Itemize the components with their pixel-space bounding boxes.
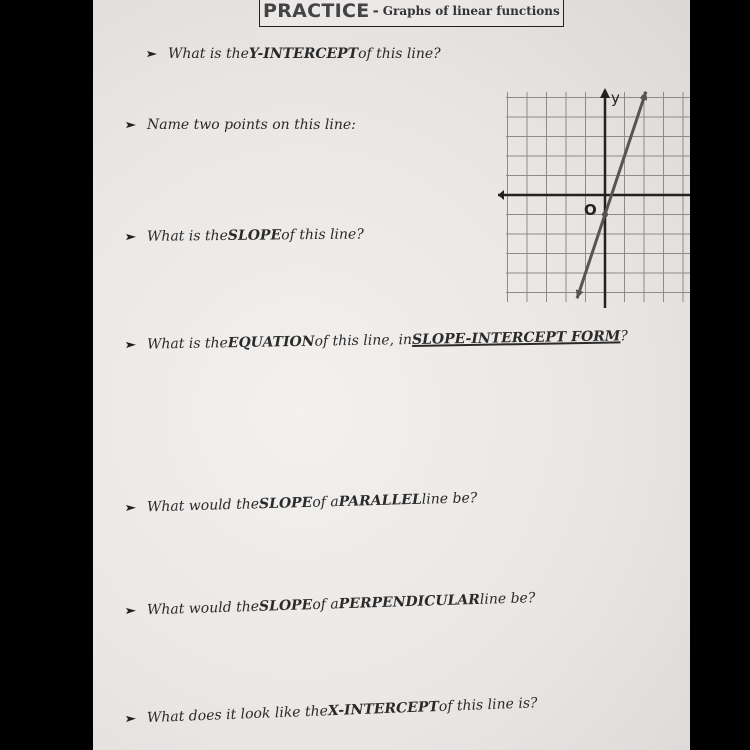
arrow-bullet-icon [125, 119, 137, 131]
coordinate-graph [498, 84, 690, 309]
question-text: Name two points on this line: [147, 117, 356, 133]
question-text: SLOPE [227, 227, 282, 244]
question-text: Y-INTERCEPT [248, 46, 359, 62]
question-text: SLOPE [258, 597, 313, 615]
title-separator: - [372, 1, 379, 20]
origin-label: O [584, 201, 597, 219]
question-text: SLOPE-INTERCEPT FORM [411, 328, 621, 348]
question-text: of a [312, 596, 340, 614]
question-text: line be? [479, 590, 536, 608]
question-text: line be? [421, 490, 478, 508]
question-6 [125, 590, 536, 619]
question-5 [125, 490, 478, 516]
question-4 [125, 328, 628, 353]
line-point [602, 212, 608, 218]
question-text: What is the [168, 46, 249, 62]
arrow-bullet-icon [146, 48, 158, 60]
question-text: What would the [146, 496, 260, 516]
question-text: What would the [146, 598, 260, 619]
question-text: of this line? [358, 46, 441, 62]
question-text: SLOPE [258, 494, 313, 513]
arrow-bullet-icon [125, 605, 137, 617]
arrow-bullet-icon [125, 231, 137, 243]
title-box [259, 0, 564, 27]
question-text: PERPENDICULAR [338, 591, 481, 613]
page-subtitle: Graphs of linear functions [382, 3, 560, 18]
question-7 [125, 695, 538, 727]
arrow-bullet-icon [125, 339, 137, 351]
y-axis-arrow-icon [600, 88, 610, 98]
arrow-bullet-icon [125, 502, 137, 514]
y-axis-label: y [611, 89, 620, 107]
question-text: What is the [146, 335, 228, 353]
question-1 [146, 46, 441, 62]
question-text: PARALLEL [338, 491, 423, 511]
question-3 [125, 226, 364, 244]
question-text: of this line, in [314, 331, 413, 350]
question-text: of this line is? [438, 695, 538, 715]
question-text: X-INTERCEPT [327, 698, 440, 720]
line-arrow-down-icon [576, 289, 583, 298]
arrow-bullet-icon [125, 713, 137, 725]
question-2 [125, 117, 356, 133]
question-text: of a [312, 494, 339, 511]
x-axis-arrow-icon [498, 190, 504, 200]
worksheet-paper [93, 0, 690, 750]
question-text: EQUATION [227, 333, 315, 352]
question-text: What is the [146, 227, 228, 245]
question-text: ? [620, 328, 629, 345]
page-title: PRACTICE [263, 0, 370, 22]
line-point [641, 95, 647, 101]
question-text: of this line? [281, 226, 364, 244]
question-text: What does it look like the [146, 703, 329, 727]
